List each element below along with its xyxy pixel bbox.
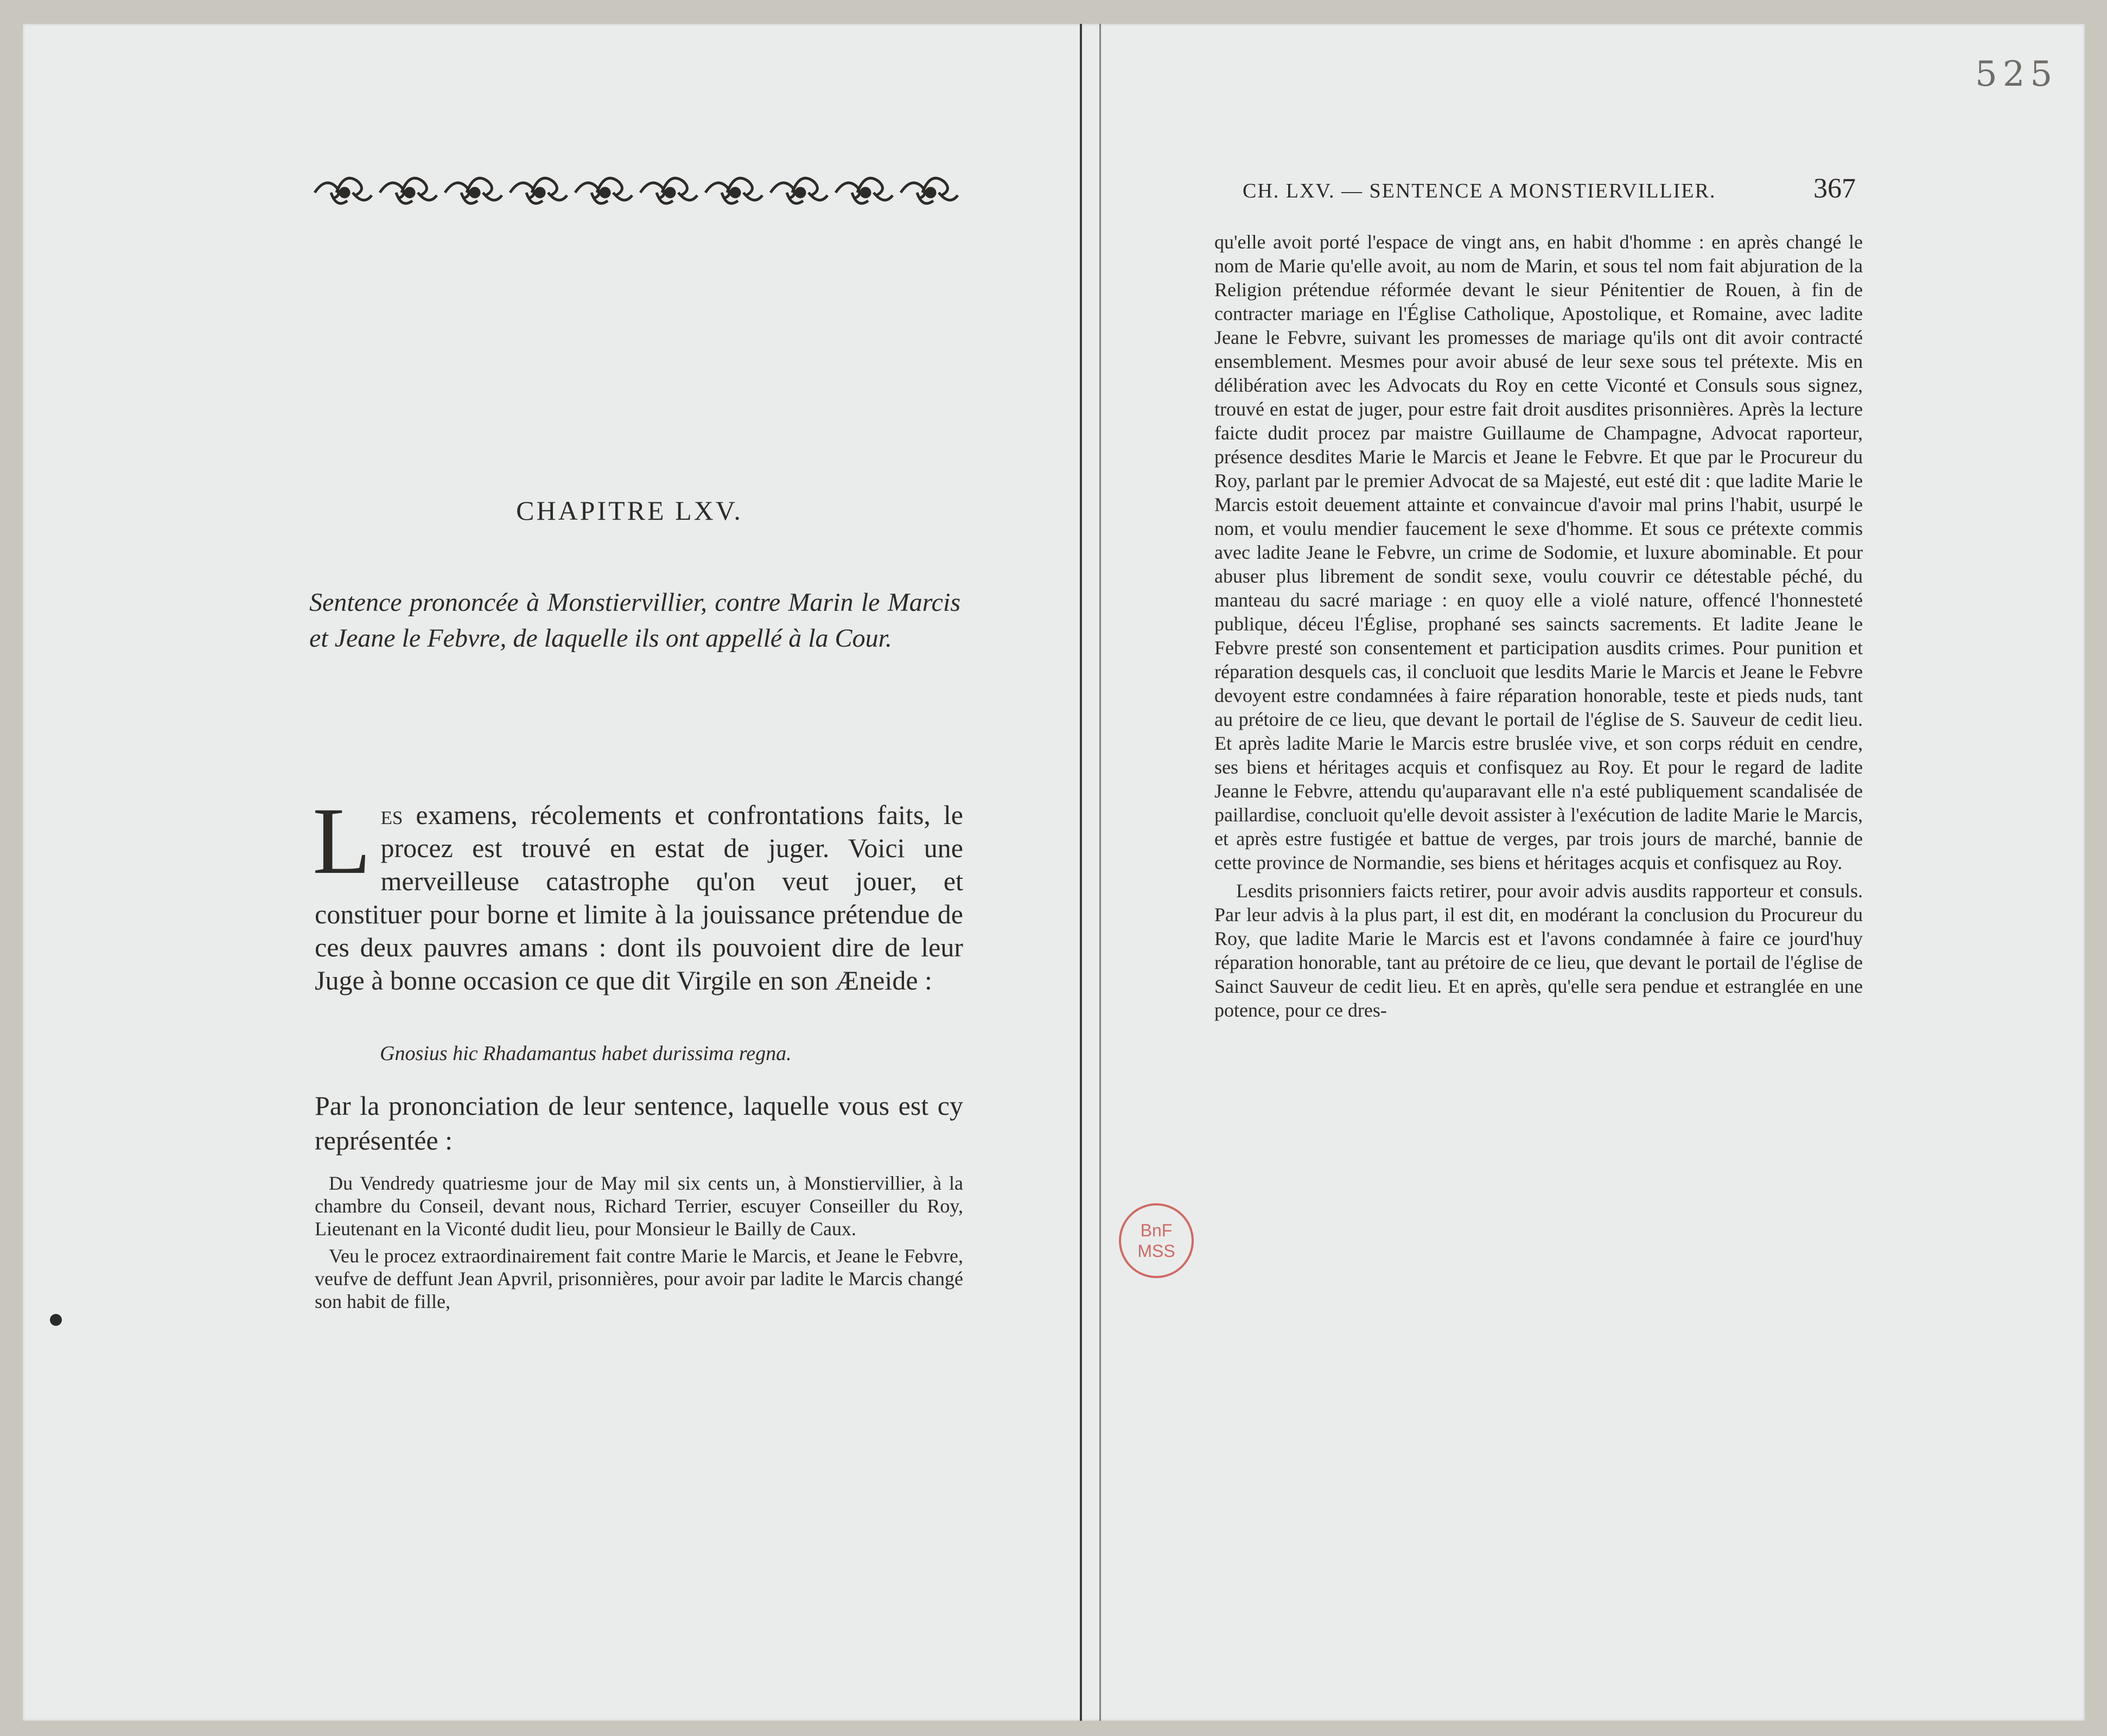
ornament-dot — [796, 188, 805, 197]
page-number: 367 — [1813, 173, 1856, 204]
page-gutter-line — [1080, 24, 1082, 1721]
ornament-dot — [861, 188, 870, 197]
right-paragraph-2: Lesdits prisonniers faicts retirer, pour avoir advis ausdits rapporteur et consuls. Par leur advis à la plus part, il est dit, en modérant la conclusion du Procureur du Roy, que ladite Marie le Marcis est et l'avons condamnée à faire ce jourd'huy réparation honorable, tant au prétoire de ce lieu, que devant le portail de l'église de Sainct Sauveur de cedit lieu. Et en après, qu'elle sera pendue et estranglée en une potence, pour ce dres- — [1214, 880, 1863, 1021]
ornament-dot — [470, 188, 479, 197]
sentence-paragraph-2: Veu le procez extraordinairement fait contre Marie le Marcis, et Jeane le Febvre, veufve de deffunt Jean Apvril, prisonnières, pour avoir par ladite le Marcis changé son habit de fille, — [315, 1245, 963, 1312]
opening-paragraph — [313, 788, 963, 997]
chapter-title: CHAPITRE LXV. — [516, 495, 743, 526]
latin-verse: Gnosius hic Rhadamantus habet durissima regna. — [380, 1042, 792, 1065]
ink-mark — [50, 1314, 62, 1326]
first-word-rest: es — [380, 800, 403, 830]
stamp-line-1: BnF — [1140, 1221, 1173, 1240]
ornament-dot — [340, 188, 349, 197]
ornament-dot — [666, 188, 674, 197]
sentence-text — [315, 1172, 963, 1317]
library-stamp — [1119, 1203, 1194, 1278]
folio-number: 525 — [1975, 54, 2058, 94]
ornament-dot — [405, 188, 414, 197]
page-edge-line — [1099, 24, 1101, 1721]
running-header — [1243, 173, 1856, 205]
ornament-dot — [536, 188, 544, 197]
ornament-dot — [926, 188, 935, 197]
chapter-subtitle — [309, 585, 960, 656]
running-head-title: CH. LXV. — SENTENCE A MONSTIERVILLIER. — [1243, 180, 1716, 202]
stamp-line-2: MSS — [1137, 1241, 1175, 1261]
ornament-dot — [601, 188, 609, 197]
decorative-ornament-band — [309, 163, 960, 222]
opening-paragraph-text: examens, récolements et confrontations faits, le procez est trouvé en estat de juger. Voici une merveilleuse catastrophe qu'on veut jouer, et constituer pour borne et limite à la jouissance prétendue de ces deux pauvres amans : dont ils pouvoient dire de leur Juge à bonne occasion ce que dit Virgile en son Æneide : — [315, 800, 963, 995]
right-paragraph-1: qu'elle avoit porté l'espace de vingt ans, en habit d'homme : en après changé le nom de Marie qu'elle avoit, au nom de Marin, et sous tel nom fait abjuration de la Religion prétendue réformée devant le sieur Pénitentier de Rouen, à fin de contracter mariage en l'Église Catholique, Apostolique, et Romaine, avec ladite Jeane le Febvre, suivant les promesses de mariage qu'ils ont dit avoir contracté ensemblement. Mesmes pour avoir abusé de leur sexe sous tel prétexte. Mis en délibération avec les Advocats du Roy en cette Viconté et Consuls sous signez, trouvé en estat de juger, pour estre fait droit ausdites prisonnières. Après la lecture faicte dudit procez par maistre Guillaume de Champagne, Advocat raporteur, présence desdites Marie le Marcis et Jeane le Febvre. Et que par le Procureur du Roy, parlant par le premier Advocat de sa Majesté, eut esté dit : que ladite Marie le Marcis estoit deuement attainte et convaincue d'avoir mal prins l'habit, usurpé le nom, et voulu mendier faucement le sexe d'homme. Et sous ce prétexte commis avec ladite Jeane le Febvre, un crime de Sodomie, et luxure abominable. Et pour abuser plus librement de sondit sexe, voulu couvrir ce détestable péché, du manteau du sacré mariage : en quoy elle a violé nature, offencé l'honnesteté publique, déceu l'Église, prophané ses saincts sacrements. Et ladite Jeane le Febvre presté son consentement et participation ausdits crimes. Pour punition et réparation desquels cas, il concluoit que lesdits Marie le Marcis et Jeane le Febvre devoyent estre condamnées à faire réparation honorable, teste et pieds nuds, tant au prétoire de ce lieu, que devant le portail de l'église de S. Sauveur de cedit lieu. Et après ladite Marie le Marcis estre bruslée vive, et son corps réduit en cendre, ses biens et héritages acquis et confisquez au Roy. Et pour le regard de ladite Jeanne le Febvre, attendu qu'auparavant elle n'a esté publiquement scandalisée de paillardise, concluoit qu'elle devoit assister à l'exécution de ladite Marie le Marcis, et après estre fustigée et battue de verges, par trois jours de marché, bannie de cette province de Normandie, ses biens et héritages acquis et confisquez au Roy. — [1214, 231, 1863, 873]
subtitle-text: Sentence prononcée à Monstiervillier, contre Marin le Marcis et Jeane le Febvre, de laquelle ils ont appellé à la Cour. — [309, 588, 960, 653]
second-paragraph: Par la prononciation de leur sentence, laquelle vous est cy représentée : — [315, 1090, 963, 1156]
drop-cap: L — [313, 788, 371, 894]
ornament-dot — [731, 188, 740, 197]
sentence-paragraph-1: Du Vendredy quatriesme jour de May mil six cents un, à Monstiervillier, à la chambre du Conseil, devant nous, Richard Terrier, escuyer Conseiller du Roy, Lieutenant en la Viconté dudit lieu, pour Monsieur le Bailly de Caux. — [315, 1172, 963, 1240]
right-page-body — [1214, 230, 1863, 1022]
